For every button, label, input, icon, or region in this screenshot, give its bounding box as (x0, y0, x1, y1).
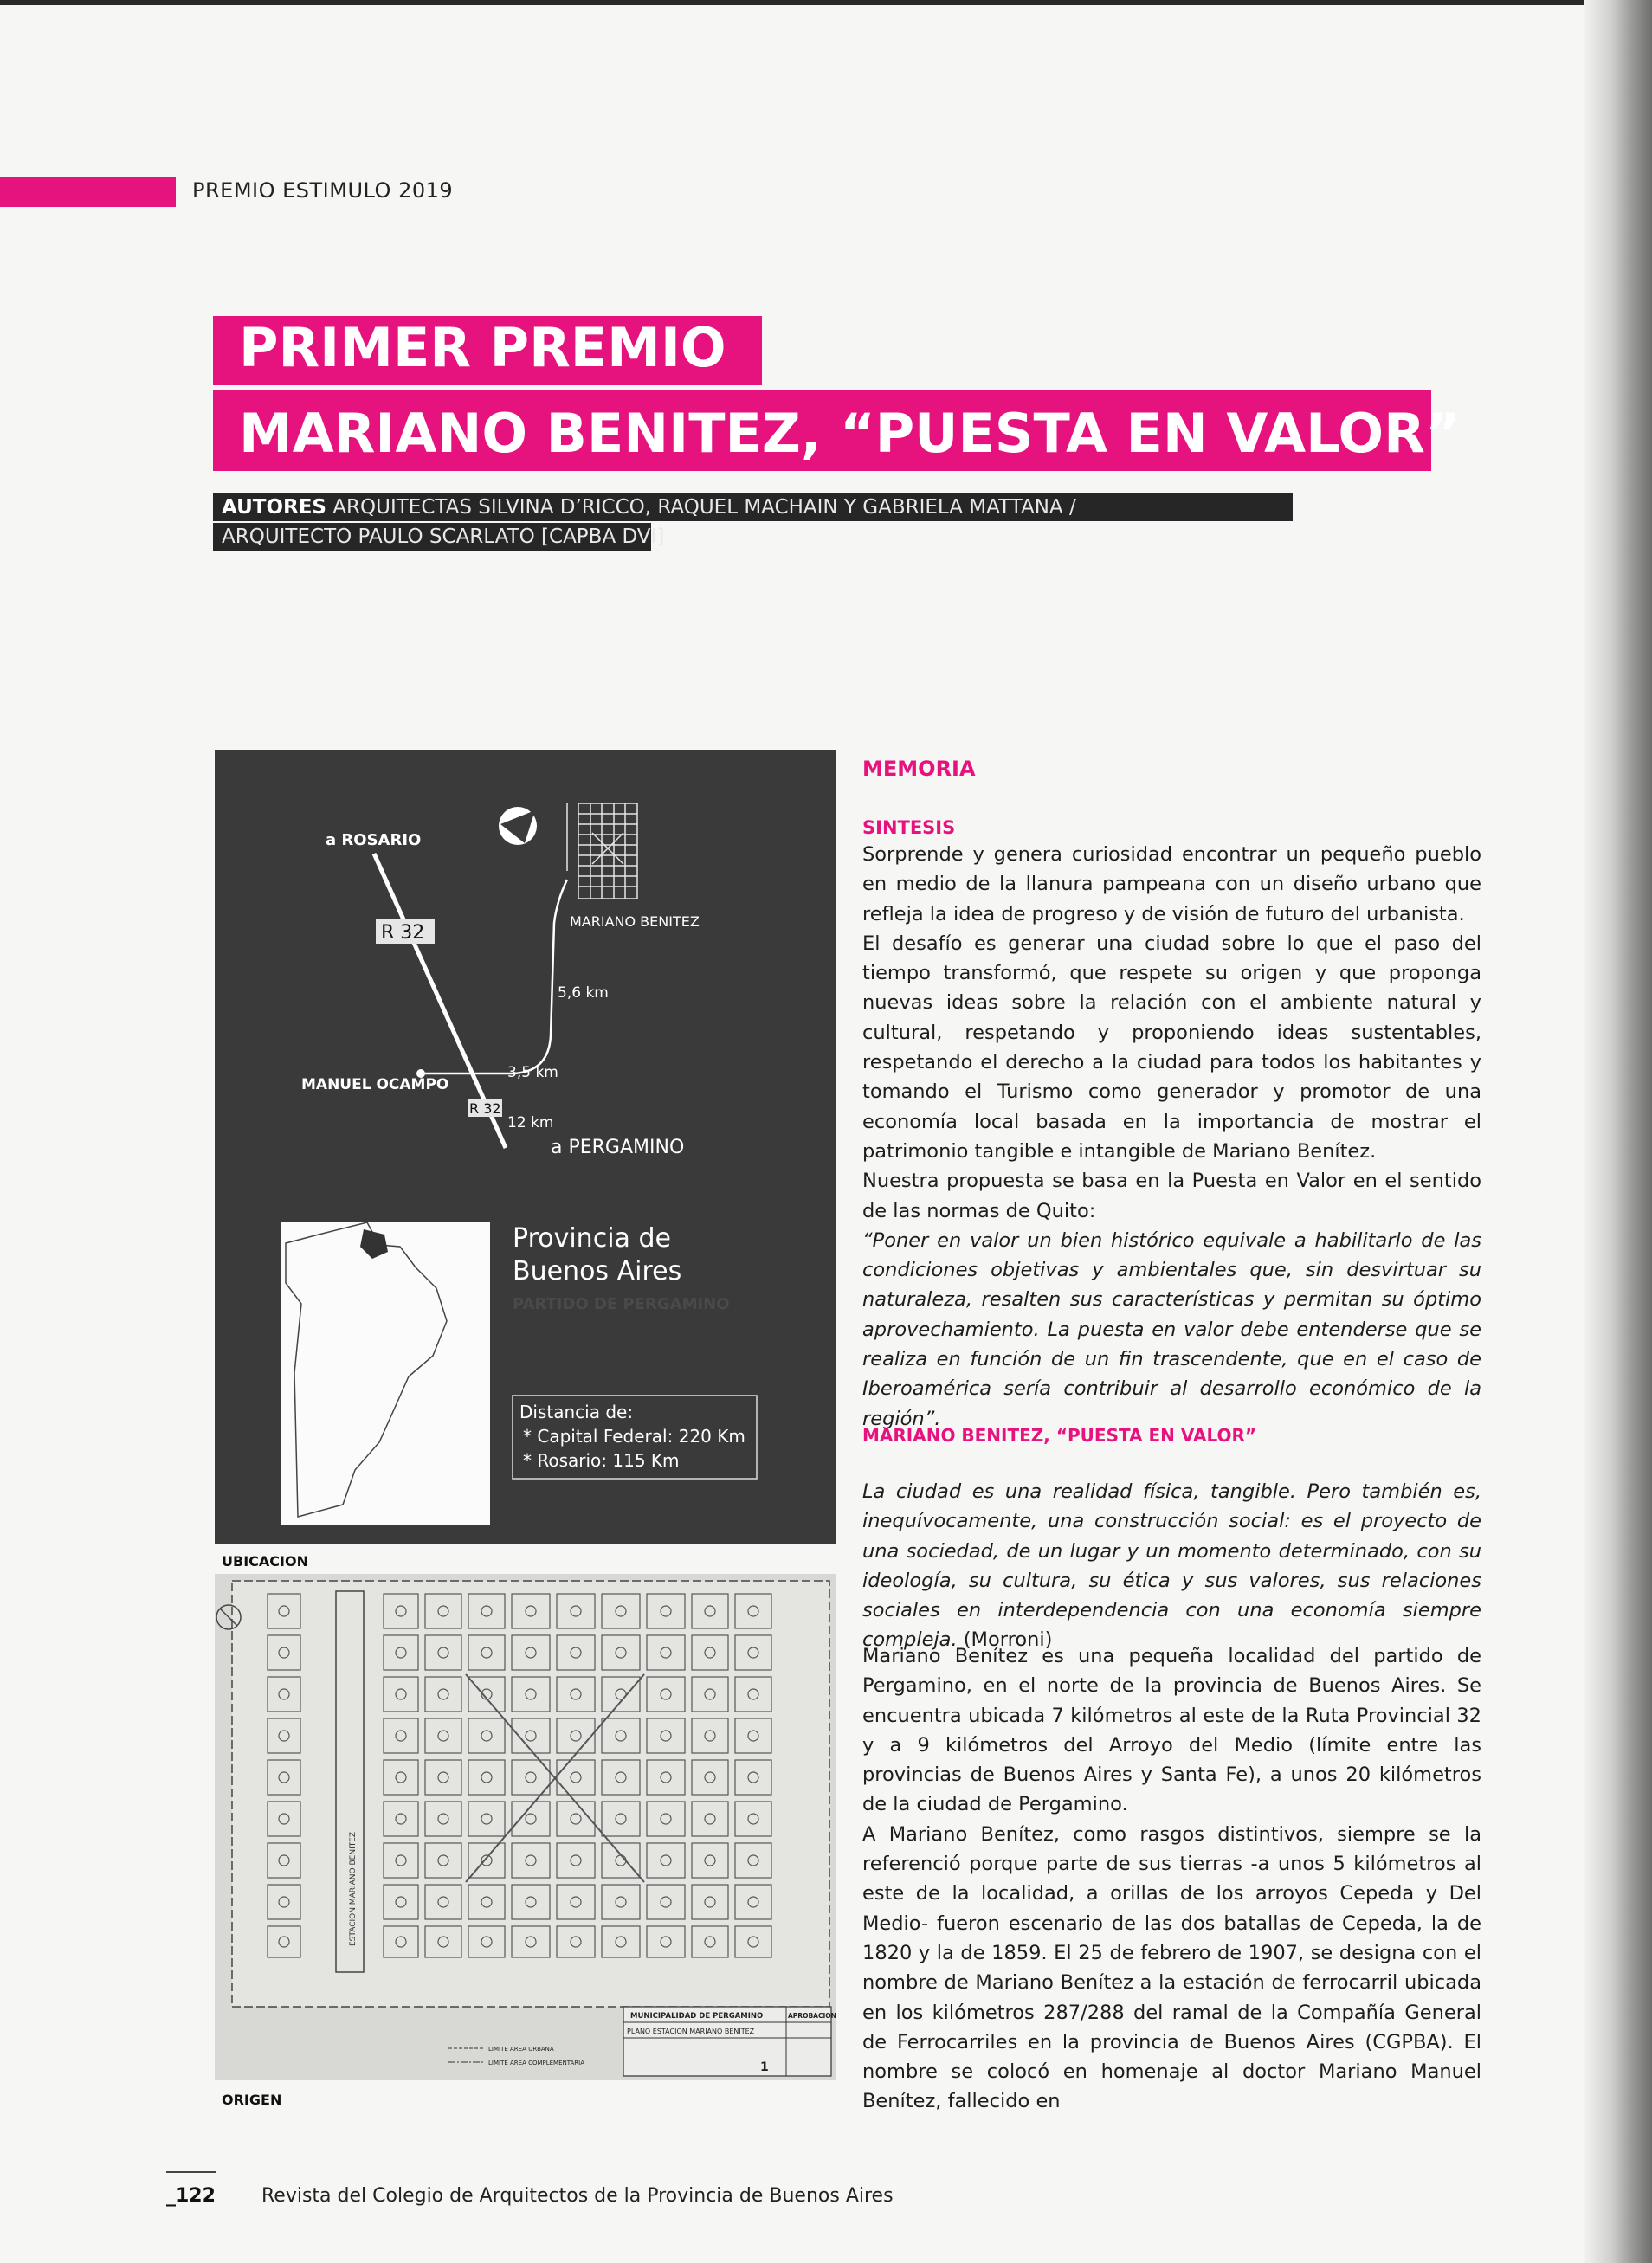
quote-block (862, 1477, 1481, 1655)
north-arrow-icon (499, 807, 537, 845)
label-route: R 32 (381, 922, 425, 944)
paragraph: Mariano Benítez es una pequeña localidad del partido de Pergamino, en el norte de la provincia de Buenos Aires. Se encuentra ubicada 7 kilómetros al este de la Ruta Provincial 32 y a 9 kilómetros del Arroyo del Medio (límite entre las provincias de Buenos Aires y Santa Fe), a unos 20 kilómetros de la ciudad de Pergamino. (862, 1645, 1481, 1816)
label-town: MARIANO BENITEZ (570, 913, 700, 930)
label-rosario: a ROSARIO (326, 831, 422, 849)
distance-title: Distancia de: (519, 1402, 634, 1422)
origin-plan-svg (215, 1574, 836, 2080)
caption-origen: ORIGEN (222, 2092, 282, 2108)
plan-title-1: MUNICIPALIDAD DE PERGAMINO (630, 2012, 764, 2021)
section-marker-bar (0, 177, 176, 207)
page-fold-shadow (1584, 0, 1652, 2263)
plan-legend-2: LIMITE AREA COMPLEMENTARIA (488, 2060, 584, 2066)
label-dist-1: 5,6 km (558, 984, 609, 1002)
quito-quote: “Poner en valor un bien histórico equivale a habilitarlo de las condiciones objetivas y ambientales que, sin desvirtuar su naturaleza, resalten sus características y permitan su óptimo aprovechamiento. La puesta en valor debe entenderse que se realiza en función de un fin trascendente, que en el caso de Iberoamérica sería contribuir al desarrollo económico de la región”. (862, 1228, 1481, 1430)
sintesis-text (862, 840, 1481, 1434)
plan-station-label: ESTACION MARIANO BENITEZ (349, 1831, 358, 1946)
heading-sintesis: SINTESIS (862, 817, 956, 838)
authors-line-2: ARQUITECTO PAULO SCARLATO [CAPBA DVI] (213, 523, 651, 551)
body-text (862, 1641, 1481, 2117)
paragraph: Nuestra propuesta se basa en la Puesta en Valor en el sentido de las normas de Quito: (862, 1170, 1481, 1222)
plan-title-3: PLANO ESTACION MARIANO BENITEZ (627, 2028, 755, 2035)
distance-capital: * Capital Federal: 220 Km (523, 1426, 745, 1447)
footer-rule (166, 2171, 216, 2173)
title-line-1: PRIMER PREMIO (213, 316, 762, 385)
morroni-quote: La ciudad es una realidad física, tangible. Pero también es, inequívocamente, una construcción social: es el proyecto de una sociedad, de un lugar y un momento determinado, con su ideología, su cultura, su ética y sus valores, sus relaciones sociales en interdependencia con una economía siempre compleja. (862, 1480, 1481, 1652)
quote-author: (Morroni) (957, 1628, 1053, 1652)
label-province-2: Buenos Aires (513, 1256, 682, 1286)
heading-puesta-en-valor: MARIANO BENITEZ, “PUESTA EN VALOR” (862, 1425, 1257, 1446)
plan-legend-1: LIMITE AREA URBANA (488, 2046, 554, 2053)
label-province-1: Provincia de (513, 1223, 671, 1254)
plan-sheet-number: 1 (760, 2060, 769, 2074)
heading-memoria: MEMORIA (862, 757, 976, 781)
caption-ubicacion: UBICACION (222, 1553, 308, 1570)
top-edge (0, 0, 1652, 5)
location-map (215, 750, 836, 1544)
label-partido: PARTIDO DE PERGAMINO (513, 1295, 730, 1313)
authors-names: ARQUITECTAS SILVINA D’RICCO, RAQUEL MACHAIN Y GABRIELA MATTANA / (326, 496, 1076, 519)
page-number: _122 (166, 2185, 216, 2207)
label-dist-3: 12 km (507, 1114, 554, 1132)
label-manuel-ocampo: MANUEL OCAMPO (301, 1076, 449, 1093)
section-label: PREMIO ESTIMULO 2019 (192, 178, 454, 203)
title-line-2: MARIANO BENITEZ, “PUESTA EN VALOR” (213, 390, 1431, 471)
plan-title-2: APROBACION (788, 2012, 836, 2020)
authors-line-1 (213, 493, 1293, 521)
journal-name: Revista del Colegio de Arquitectos de la Provincia de Buenos Aires (261, 2185, 894, 2207)
paragraph: A Mariano Benítez, como rasgos distintivos, siempre se la referenció porque parte de sus tierras -a unos 5 kilómetros al este de la localidad, a orillas de los arroyos Cepeda y Del Medio- fueron escenario de las dos batallas de Cepeda, la de 1820 y la de 1859. El 25 de febrero de 1907, se designa con el nombre de Mariano Benítez a la estación de ferrocarril ubicada en los kilómetros 287/288 del ramal de la Compañía General de Ferrocarriles en la provincia de Buenos Aires (CGPBA). El nombre se colocó en homenaje al doctor Mariano Manuel Benítez, fallecido en (862, 1822, 1481, 2113)
town-grid-icon (567, 803, 637, 899)
label-route-small: R 32 (469, 1100, 501, 1117)
label-dist-2: 3,5 km (507, 1064, 558, 1081)
location-map-svg (215, 750, 836, 1544)
paragraph: Sorprende y genera curiosidad encontrar un pequeño pueblo en medio de la llanura pampeana con un diseño urbano que refleja la idea de progreso y de visión de futuro del urbanista. (862, 843, 1481, 925)
access-road-line (423, 880, 567, 1073)
origin-plan (215, 1574, 836, 2080)
distance-rosario: * Rosario: 115 Km (523, 1450, 680, 1471)
paragraph: El desafío es generar una ciudad sobre lo que el paso del tiempo transformó, que respete su origen y que proponga nuevas ideas sobre la relación con el ambiente natural y cultural, respetando y proponiendo ideas sustentables, respetando el derecho a la ciudad para todos los habitantes y tomando el Turismo como generador y promotor de una economía local basada en la importancia de mostrar el patrimonio tangible e intangible de Mariano Benítez. (862, 932, 1481, 1163)
label-pergamino: a PERGAMINO (551, 1137, 685, 1158)
province-inset (281, 1222, 490, 1525)
authors-label: AUTORES (222, 496, 326, 519)
